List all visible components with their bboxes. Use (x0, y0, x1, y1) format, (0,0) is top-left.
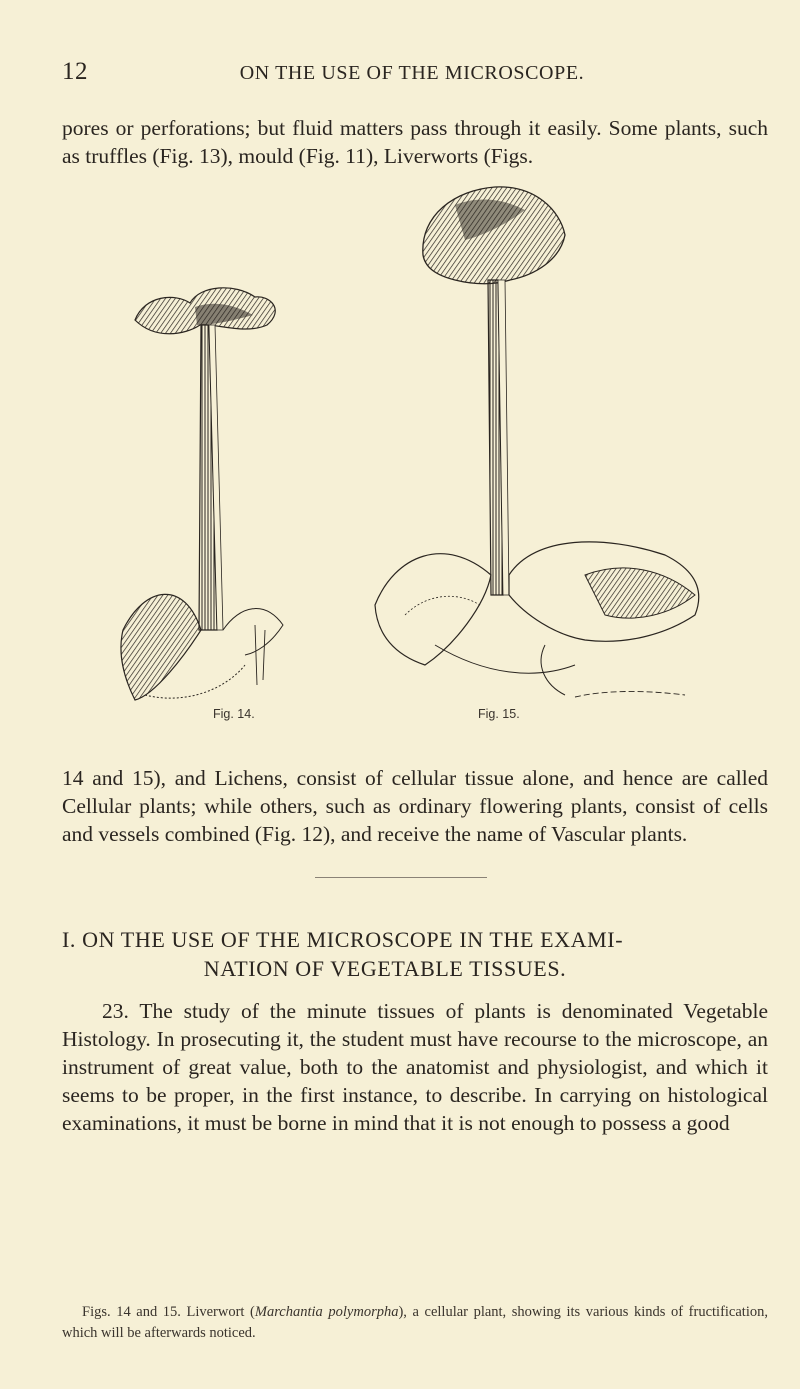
paragraph-vegetable-histology: 23. The study of the minute tissues of plants is denominated Vegetable Histology. In prosecuting it, the student must have recourse to the microscope, an instrument of great value, both to the anatomist and physiologist, and which it seems to be proper, in the first instance, to describe. In carrying on histological examinations, it must be borne in mind that it is not enough to possess a good (62, 999, 768, 1135)
section-divider (315, 877, 487, 878)
liverwort-illustration (105, 175, 725, 735)
fig-15-drawing (375, 187, 699, 697)
section-heading (62, 925, 768, 983)
footnote-species: Marchantia polymorpha (254, 1304, 399, 1320)
page-header (62, 58, 762, 88)
section-heading-line-1: I. ON THE USE OF THE MICROSCOPE IN THE EXAMI- (62, 927, 624, 952)
fig-14-label: Fig. 14. (213, 707, 255, 721)
paragraph-opening: pores or perforations; but fluid matters pass through it easily. Some plants, such as truffles (Fig. 13), mould (Fig. 11), Liverworts (Figs. (62, 116, 768, 168)
paragraph-cellular-plants: 14 and 15), and Lichens, consist of cellular tissue alone, and hence are called Cellular plants; while others, such as ordinary flowering plants, consist of cells and vessels combined (Fig. 12), and receive the name of Vascular plants. (62, 766, 768, 846)
page-number: 12 (62, 58, 88, 85)
footnote-suffix: ), a cellular plant, showing its various kinds of fructification, which will be afterwards noticed. (62, 1304, 768, 1341)
fig-15-label: Fig. 15. (478, 707, 520, 721)
footnote-prefix: Figs. 14 and 15. Liverwort ( (82, 1304, 255, 1320)
section-heading-line-2: NATION OF VEGETABLE TISSUES. (203, 956, 567, 981)
fig-14-drawing (121, 288, 283, 700)
running-head: ON THE USE OF THE MICROSCOPE. (239, 62, 585, 84)
figure-footnote (62, 1302, 768, 1344)
liverwort-engraving (105, 175, 725, 735)
